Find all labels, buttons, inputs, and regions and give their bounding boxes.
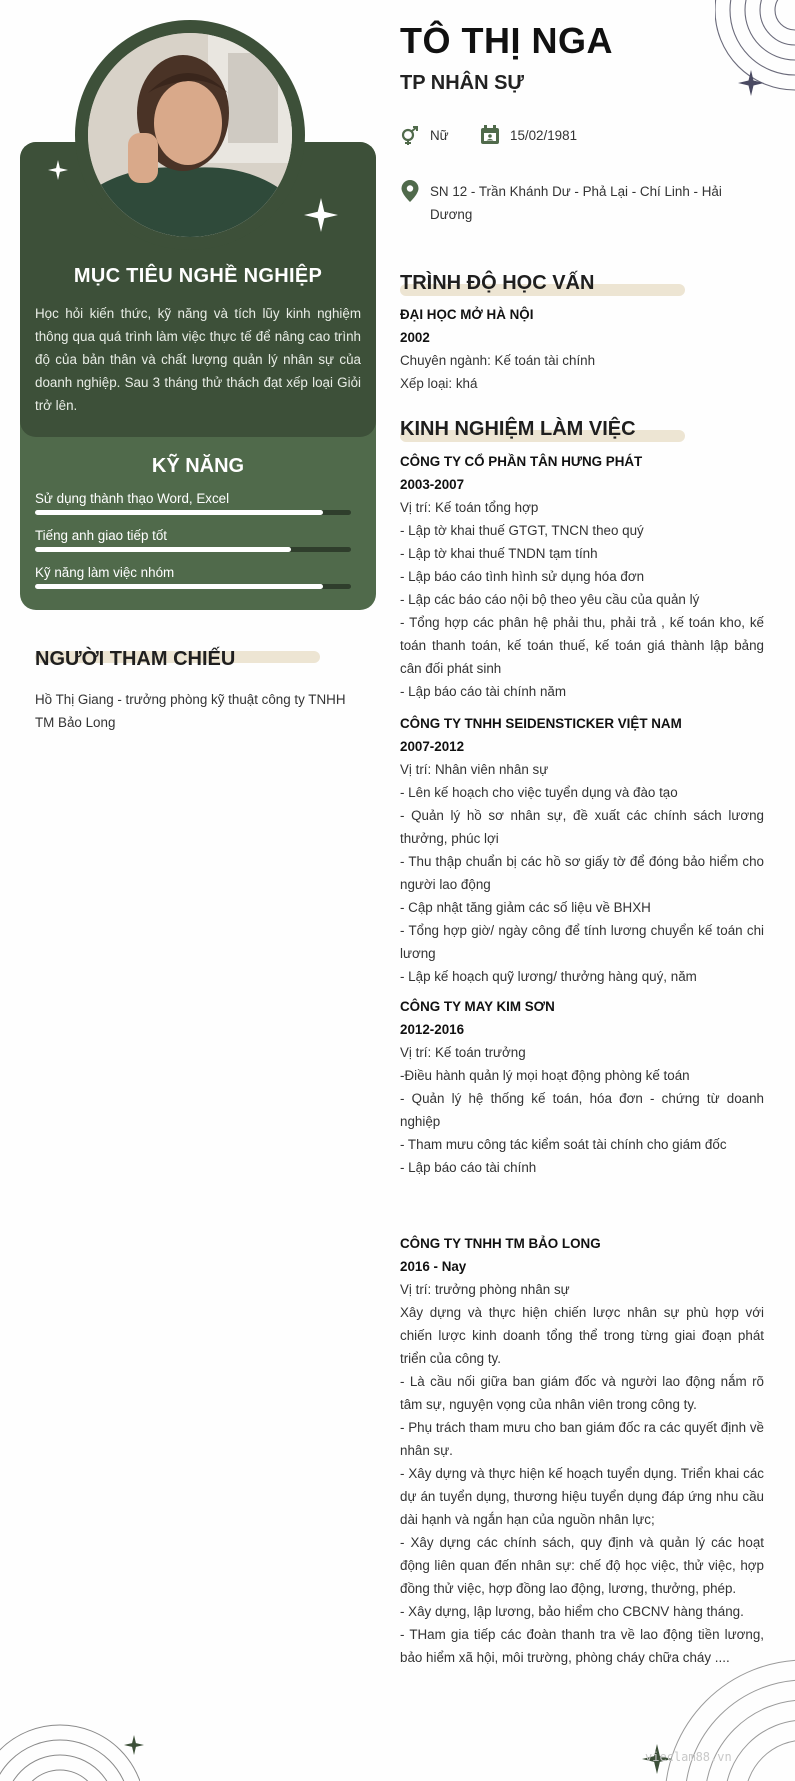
sparkle-icon (738, 70, 764, 96)
job-line: - Lên kế hoạch cho việc tuyển dụng và đào tạo (400, 785, 678, 800)
job-period: 2012-2016 (400, 1022, 465, 1037)
job-period: 2016 - Nay (400, 1259, 467, 1274)
skill-label: Kỹ năng làm việc nhóm (35, 565, 175, 580)
job-block (400, 450, 764, 703)
job-line: - Lập các báo cáo nội bộ theo yêu cầu của quản lý (400, 592, 700, 607)
education-grade: Xếp loại: khá (400, 376, 478, 391)
job-line: - Lập tờ khai thuế TNDN tạm tính (400, 546, 598, 561)
skills-title: KỸ NĂNG (151, 455, 245, 477)
job-line: - Lập kế hoạch quỹ lương/ thưởng hàng quý, năm (400, 969, 697, 984)
graduation-year: 2002 (400, 330, 430, 345)
job-line: -Điều hành quản lý mọi hoạt động phòng kế toán (400, 1068, 690, 1083)
education-block (400, 303, 764, 395)
experience-title: KINH NGHIỆM LÀM VIỆC (400, 418, 636, 440)
job-line: - Xây dựng, lập lương, bảo hiểm cho CBCNV hàng tháng. (400, 1604, 744, 1619)
location-icon (401, 180, 419, 207)
job-period: 2007-2012 (400, 739, 465, 754)
job-line: - Tổng hợp các phân hệ phải thu, phải trả , kế toán kho, kế toán thanh toán, kế toán thuế, kế toán giá thành lập bảng cân đối phát sinh (400, 615, 764, 676)
job-line: Vị trí: Kế toán tổng hợp (400, 500, 539, 515)
job-line: - Cập nhật tăng giảm các số liệu về BHXH (400, 900, 651, 915)
reference-text: Hồ Thị Giang - trưởng phòng kỹ thuật công ty TNHH TM Bảo Long (35, 692, 346, 730)
objective-text: Học hỏi kiến thức, kỹ năng và tích lũy kinh nghiệm thông qua quá trình làm việc thực tế để nâng cao trình độ của bản thân và chất lượng quản lý nhân sự của doanh nghiệp. Sau 3 tháng thử thách đạt xếp loại Giỏi trở lên. (35, 306, 361, 413)
job-line: Vị trí: Nhân viên nhân sự (400, 762, 549, 777)
job-line: - Quản lý hệ thống kế toán, hóa đơn - chứng từ doanh nghiệp (400, 1091, 764, 1129)
reference-title: NGƯỜI THAM CHIẾU (35, 648, 236, 670)
skill-progress-fill (35, 510, 323, 515)
job-company: CÔNG TY MAY KIM SƠN (400, 999, 555, 1014)
skill-item (35, 528, 351, 552)
job-line: Vị trí: trưởng phòng nhân sự (400, 1282, 570, 1297)
job-block (400, 1232, 764, 1669)
job-line: - Tham mưu công tác kiểm soát tài chính cho giám đốc (400, 1137, 727, 1152)
job-block (400, 995, 764, 1179)
watermark: vieclam88.vn (645, 1750, 732, 1764)
job-line: - Lập báo cáo tài chính (400, 1160, 537, 1175)
candidate-name: TÔ THỊ NGA (400, 20, 613, 61)
skill-progress-track (35, 510, 351, 515)
calendar-icon (480, 125, 500, 150)
corner-arcs-bottom-left (0, 1700, 140, 1781)
skill-label: Sử dụng thành thạo Word, Excel (35, 491, 230, 506)
sparkle-icon (124, 1735, 144, 1755)
avatar-frame (75, 20, 305, 250)
job-period: 2003-2007 (400, 477, 465, 492)
objective-title: MỤC TIÊU NGHỀ NGHIỆP (73, 265, 323, 287)
job-line: Vị trí: Kế toán trưởng (400, 1045, 526, 1060)
skill-label: Tiếng anh giao tiếp tốt (35, 528, 168, 543)
address-value: SN 12 - Trần Khánh Dư - Phả Lại - Chí Linh - Hải Dương (430, 184, 722, 222)
candidate-role: TP NHÂN SỰ (400, 72, 525, 94)
skill-progress-track (35, 584, 351, 589)
job-line: - Là cầu nối giữa ban giám đốc và người lao động nắm rõ tâm sự, nguyện vọng của nhân viên trong công ty. (400, 1374, 764, 1412)
skill-progress-fill (35, 547, 291, 552)
job-line: - THam gia tiếp các đoàn thanh tra về lao động tiền lương, bảo hiểm xã hội, môi trường, phòng cháy chữa cháy .... (400, 1627, 764, 1665)
job-line: - Phụ trách tham mưu cho ban giám đốc ra các quyết định về nhân sự. (400, 1420, 764, 1458)
skill-progress-fill (35, 584, 323, 589)
skill-item (35, 565, 351, 589)
skill-progress-track (35, 547, 351, 552)
education-major: Chuyên ngành: Kế toán tài chính (400, 353, 596, 368)
avatar (88, 33, 292, 237)
skill-item (35, 491, 351, 515)
education-title: TRÌNH ĐỘ HỌC VẤN (400, 272, 595, 294)
sparkle-icon (48, 160, 68, 185)
job-company: CÔNG TY CỔ PHẦN TÂN HƯNG PHÁT (400, 454, 643, 469)
birthdate-value: 15/02/1981 (510, 128, 578, 143)
job-line: Xây dựng và thực hiện chiến lược nhân sự phù hợp với chiến lược kinh doanh tổng thể trong từng giai đoạn phát triển của công ty. (400, 1305, 764, 1366)
school-name: ĐẠI HỌC MỞ HÀ NỘI (400, 307, 534, 322)
sparkle-icon (304, 198, 338, 237)
gender-value: Nữ (430, 128, 449, 143)
job-line: - Xây dựng các chính sách, quy định và quản lý các hoạt động liên quan đến nhân sự: chế độ học việc, thử việc, hợp đồng thử việc, hợp đồng lao động, lương, thưởng, phép. (400, 1535, 764, 1596)
job-block (400, 712, 764, 988)
job-company: CÔNG TY TNHH TM BẢO LONG (400, 1236, 601, 1251)
job-line: - Lập báo cáo tài chính năm (400, 684, 567, 699)
job-line: - Xây dựng và thực hiện kế hoạch tuyển dụng. Triển khai các dự án tuyển dụng, thương hiệu tuyển dụng đáp ứng nhu cầu dài hạnh và ngắn hạn của nguồn nhân lực; (400, 1466, 764, 1527)
job-line: - Thu thập chuẩn bị các hồ sơ giấy tờ để đóng bảo hiểm cho người lao động (400, 854, 764, 892)
job-line: - Quản lý hồ sơ nhân sự, đề xuất các chính sách lương thưởng, phúc lợi (400, 808, 764, 846)
job-line: - Lập báo cáo tình hình sử dụng hóa đơn (400, 569, 645, 584)
job-line: - Lập tờ khai thuế GTGT, TNCN theo quý (400, 523, 644, 538)
job-line: - Tổng hợp giờ/ ngày công để tính lương chuyển kế toán chi lương (400, 923, 764, 961)
gender-icon (400, 126, 420, 151)
job-company: CÔNG TY TNHH SEIDENSTICKER VIỆT NAM (400, 716, 682, 731)
